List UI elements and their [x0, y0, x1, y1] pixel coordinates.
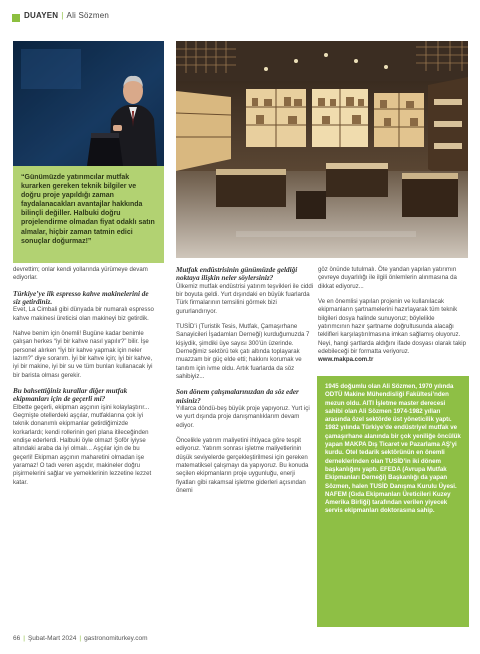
question-heading: Bu bahsettiğiniz kurallar diğer mutfak ekipmanları için de geçerli mi?: [13, 387, 128, 404]
issue-date: Şubat-Mart 2024: [27, 635, 77, 642]
bio-box: [317, 376, 469, 627]
author-name: Ali Sözmen: [66, 11, 109, 20]
showroom-photo: [176, 41, 468, 258]
paragraph: göz önünde tutulmalı. Öte yandan yapılan yatırımın çevreye duyarlılığı ile ilgili önlemlerin alınmasına da dikkat ediyoruz...: [318, 266, 457, 290]
article-column-2: [176, 266, 314, 502]
article-column-1: [13, 266, 155, 494]
question-heading: Türkiye’ye ilk espresso kahve makinelerini de siz getirdiniz.: [13, 289, 149, 306]
paragraph: Elbette geçerli, ekipman aşçının işini kolaylaştırır... Geçmişte otellerdeki aşçılar, mutfaklarına çok iyi teknik donanımlı ekipmanlar getirdiğimizde korkarlardı; kendi rollerinin geri plana itileceğinden endişe ederlerdi. Halbuki öyle olmaz! Şoför iyiyse altındaki araba da iyi olmalı... Aşçılar için de bu geçerli! Ekipman aşçının maharetini olmadan işe yaramaz! O tadı veren aşçıdır, makineler doğru pişirmelerini sağlar ve yemeklerinin lezzetine lezzet katar.: [13, 403, 152, 486]
website-link[interactable]: www.makpa.com.tr: [318, 356, 374, 364]
article-column-3: [318, 266, 468, 365]
page-number: 66: [13, 635, 21, 642]
speaker-photo: [13, 41, 164, 166]
paragraph: devrettim; onlar kendi yollarında yürümeye devam ediyorlar.: [13, 266, 148, 282]
paragraph: Ülkemiz mutfak endüstrisi yatırım teşvikleri ile ciddi bir boyuta geldi. Yurt dışındaki en büyük fuarlarda Türk firmalarının temsilini görmek bizi gururlandırıyor.: [176, 282, 314, 315]
pull-quote: [13, 166, 164, 263]
pull-quote-text: “Günümüzde yatırımcılar mutfak kurarken gereken teknik bilgiler ve doğru proje yapıldığı zaman faydalanacakları avantajlar hakkında bilinçli değiller. Halbuki doğru projelendirme olmadan fiyat odaklı satın almalar, hiçbir zaman tatmin edici sonuçlar doğurmaz!”: [21, 174, 155, 245]
section-header: DUAYEN | Ali Sözmen: [24, 11, 109, 20]
paragraph: Evet, La Cimbali gibi dünyada bir numaralı espresso kahve makinesi üreticisi olan makineyi biz getirdik.: [13, 306, 154, 322]
page-footer: 66 | Şubat-Mart 2024 | gastronomiturkey.com: [13, 635, 148, 642]
paragraph: Yıllarca döndü-beş büyük proje yapıyoruz. Yurt içi ve yurt dışında proje danışmanlıklarım devam ediyor.: [176, 404, 310, 429]
bio-text: 1945 doğumlu olan Ali Sözmen, 1970 yılında ODTÜ Makine Mühendisliği Fakültesi’nden mezun oldu. AITI İşletme master derecesi sahibi olan Ali Sözmen 1974-1982 yılları arasında özel sektörde üst yöneticilik yaptı. 1982 yılında Türkiye’de endüstriyel mutfak ve çamaşırhane alanında bir çok yeniliğe öncülük yapan MAKPA Dış Ticaret ve Pazarlama AŞ’yi kurdu. Otel tedarik sektörünün en önemli derneklerinden olan TUSİD’in iki dönem başkanlığını yaptı. EFEDA (Avrupa Mutfak Ekipmanları Derneği) Başkanlığı da yapan Sözmen, halen TUSİD Danışma Kurulu Üyesi. NAFEM (Gıda Ekipmanları Üreticileri Kuzey Amerika Birliği) tarafından verilen yiyecek servis ekipmanları doktorasına sahip.: [325, 383, 461, 515]
paragraph: Ve en önemlisi yapılan projenin ve kullanılacak ekipmanların şartnamelerini hazırlayarak tüm teknik bilgileri dosya halinde sunuyoruz; böylelikle yatırımcının hazır şartname doğrultusunda alacağı teklifleri karşılaştırılmasına imkan sağlamış oluyoruz. Neyi, hangi şartlarda aldığını ifade dosyası olarak takip edebileceği bir formatta veriyoruz.: [318, 298, 467, 356]
paragraph: TUSİD’i (Turistik Tesis, Mutfak, Çamaşırhane Sanayicileri İşadamları Derneği) kurduğumuzda 7 kişiydik, şimdiki üye sayısı 300’ün üzerinde. Derneğimiz sektörü tek çatı altında toplayarak muazzam bir güç elde etti; hakkını korumak ve tanıtım için ivme oldu. Artık fuarlarda da söz sahibiyiz...: [176, 322, 310, 381]
question-heading: Mutfak endüstrisinin günümüzde geldiği noktaya ilişkin neler söylersiniz?: [176, 266, 298, 283]
paragraph: Öncelikle yatırım maliyetini ihtiyaca göre tespit ediyoruz. Yatırım sonrası işletme maliyetlerinin düşük seviyelerde gerçekleştirilmesi için gereken matematiksel çalışmayı da yapıyoruz. Bu konuda seçilen ekipmanların proje uygunluğu, enerji fiyatları gibi rakamsal işletme giderleri açısından önemi: [176, 437, 309, 495]
footer-site: gastronomiturkey.com: [84, 635, 148, 642]
section-title: DUAYEN: [24, 11, 59, 20]
paragraph: Nahve benim için önemli! Bugüne kadar benimle çalışan herkes “iyi bir kahve nasıl yapılır?” bilir. İşe personel alırken “İyi bir kahve yapmak için neler lazım?” diye sorarım. İyi bir kahve için; iyi bir kahve, iyi bir makine, iyi bir su ve tüm bunları kullanacak iyi bir barista olması gerekir.: [13, 329, 153, 379]
question-heading: Son dönem çalışmalarınızdan da söz eder misiniz?: [176, 388, 299, 405]
section-marker: [12, 14, 20, 22]
